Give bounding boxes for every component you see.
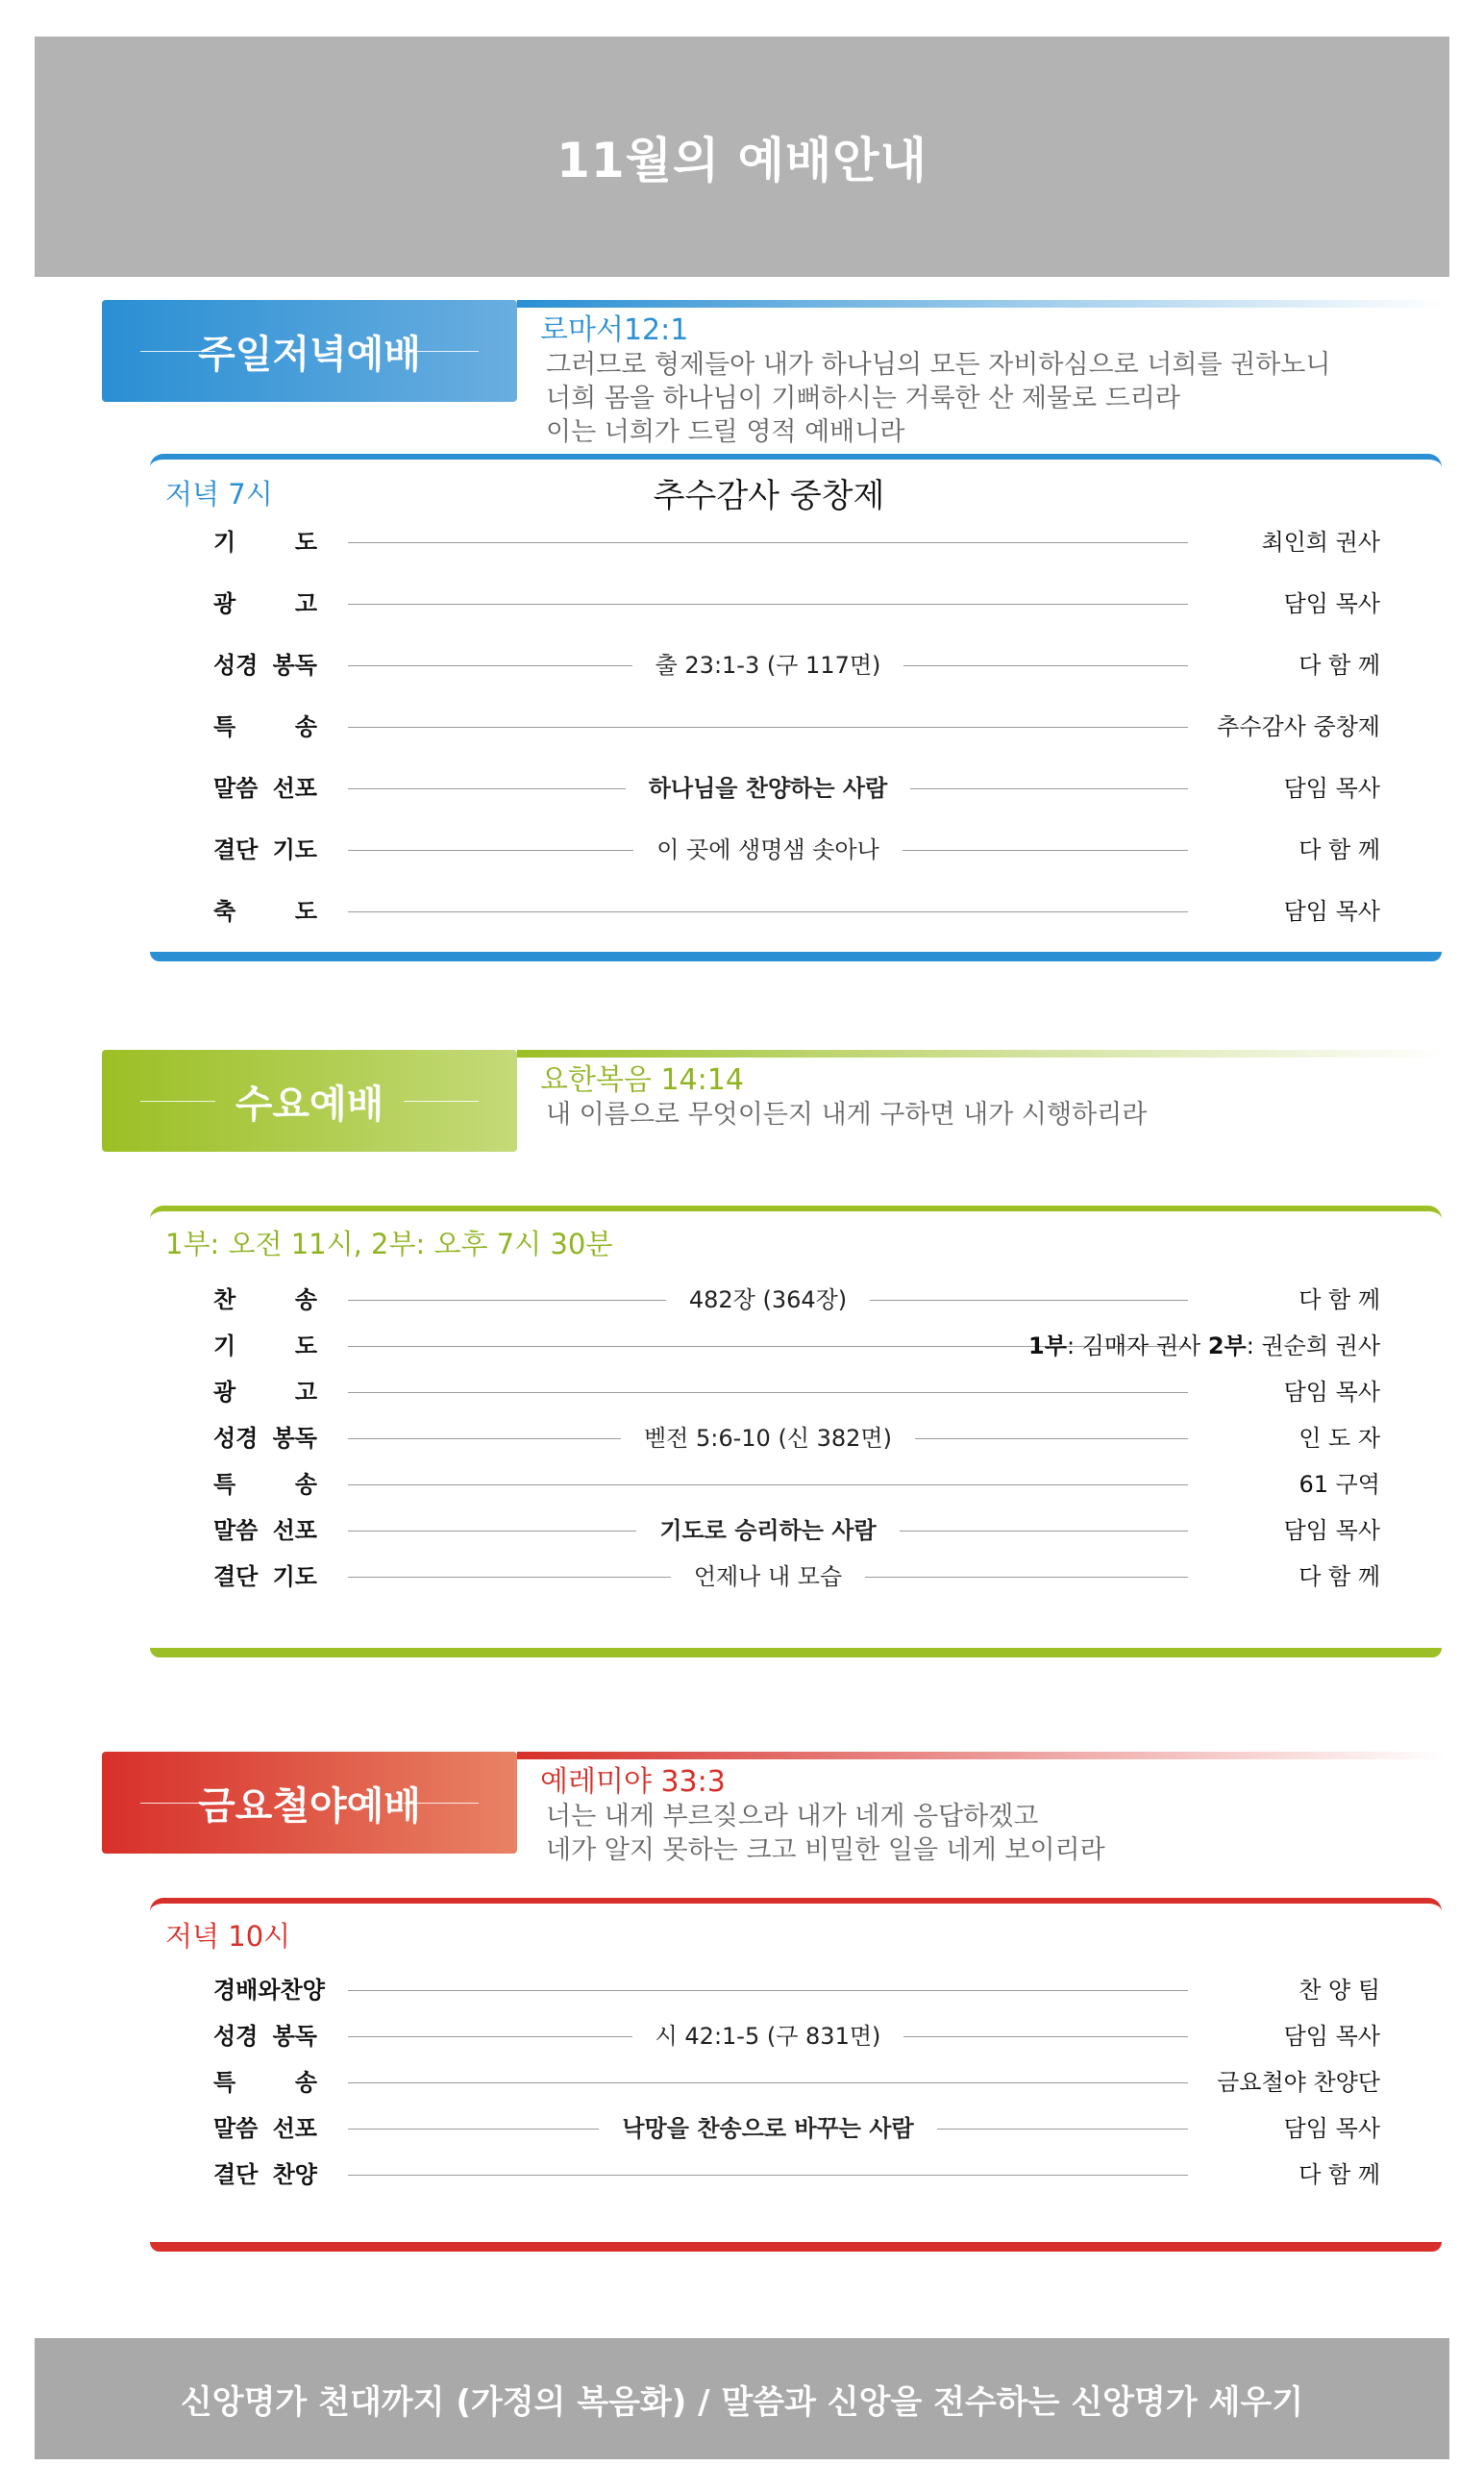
leader-line — [348, 727, 1188, 728]
verse-line: 내 이름으로 무엇이든지 내게 구하면 내가 시행하리라 — [546, 1100, 1148, 1130]
order-item-leader: 61 구역 — [1298, 1471, 1380, 1498]
verse-line: 너는 내게 부르짖으라 내가 네게 응답하겠고 — [546, 1802, 1039, 1831]
order-row — [213, 646, 1380, 685]
order-item-leader: 담임 목사 — [1283, 898, 1380, 925]
order-item-label: 특 송 — [213, 713, 317, 740]
leader-line — [348, 1484, 1188, 1485]
order-item-detail: 시 42:1-5 (구 831면) — [348, 2017, 1188, 2055]
verse-reference: 요한복음 14:14 — [540, 1063, 744, 1097]
verse-line: 네가 알지 못하는 크고 비밀한 일을 네게 보이리라 — [546, 1835, 1105, 1865]
order-item-leader: 담임 목사 — [1283, 590, 1380, 617]
order-item-detail: 낙망을 찬송으로 바꾸는 사람 — [348, 2109, 1188, 2148]
page-footer — [35, 2338, 1449, 2459]
service-time: 저녁 7시 — [165, 478, 273, 511]
order-item-label: 말씀 선포 — [213, 2115, 317, 2142]
order-item-detail: 언제나 내 모습 — [348, 1557, 1188, 1596]
header-fade-line — [517, 1752, 1446, 1759]
order-row — [213, 1373, 1380, 1411]
order-item-leader: 담임 목사 — [1283, 2023, 1380, 2050]
verse-reference: 예레미야 33:3 — [540, 1765, 726, 1799]
order-item-label: 결단 찬양 — [213, 2161, 317, 2188]
order-item-leader: 추수감사 중창제 — [1217, 713, 1380, 740]
order-row — [213, 1511, 1380, 1550]
leader-line — [348, 1392, 1188, 1393]
order-item-label: 특 송 — [213, 1471, 317, 1498]
order-row — [213, 2063, 1380, 2102]
order-item-label: 기 도 — [213, 529, 317, 556]
order-item-leader: 인 도 자 — [1298, 1425, 1380, 1452]
order-item-detail: 482장 (364장) — [348, 1281, 1188, 1319]
leader-line — [348, 1990, 1188, 1991]
service-time: 1부: 오전 11시, 2부: 오후 7시 30분 — [165, 1228, 613, 1260]
order-item-label: 말씀 선포 — [213, 775, 317, 802]
order-row — [213, 1327, 1380, 1365]
verse-line: 너희 몸을 하나님이 기뻐하시는 거룩한 산 제물로 드리라 — [546, 384, 1180, 413]
order-row — [213, 892, 1380, 931]
order-row — [213, 1557, 1380, 1596]
section-header-badge — [102, 1752, 517, 1854]
service-time: 저녁 10시 — [165, 1920, 291, 1953]
order-row — [213, 769, 1380, 808]
order-item-label: 찬 송 — [213, 1286, 317, 1313]
order-item-label: 광 고 — [213, 590, 317, 617]
order-row — [213, 585, 1380, 623]
header-fade-line — [517, 300, 1446, 308]
section-sunday-evening — [0, 300, 1484, 973]
order-item-leader: 금요철야 찬양단 — [1217, 2069, 1380, 2096]
section-title: 주일저녁예배 — [198, 332, 421, 377]
order-item-leader: 최인희 권사 — [1261, 529, 1380, 556]
order-row — [213, 831, 1380, 869]
order-item-detail: 이 곳에 생명샘 솟아나 — [348, 831, 1188, 869]
order-item-leader: 담임 목사 — [1283, 775, 1380, 802]
order-row — [213, 2017, 1380, 2055]
order-item-leader: 다 함 께 — [1298, 652, 1380, 679]
service-title: 추수감사 중창제 — [653, 477, 885, 515]
order-item-leader: 담임 목사 — [1283, 1379, 1380, 1406]
order-item-label: 결단 기도 — [213, 836, 317, 863]
order-row — [213, 1465, 1380, 1504]
order-item-leader: 다 함 께 — [1298, 1286, 1380, 1313]
order-item-leader: 담임 목사 — [1283, 2115, 1380, 2142]
order-item-label: 성경 봉독 — [213, 2023, 317, 2050]
order-box-bottom — [150, 952, 1442, 961]
order-item-leader: 찬 양 팀 — [1298, 1977, 1380, 2004]
footer-motto: 신앙명가 천대까지 (가정의 복음화) / 말씀과 신앙을 전수하는 신앙명가 세우기 — [180, 2382, 1304, 2422]
leader-line — [348, 2082, 1188, 2083]
order-row — [213, 1419, 1380, 1457]
leader-line — [348, 604, 1188, 605]
order-item-detail: 벧전 5:6-10 (신 382면) — [348, 1419, 1188, 1457]
order-item-label: 말씀 선포 — [213, 1517, 317, 1544]
verse-line: 그러므로 형제들아 내가 하나님의 모든 자비하심으로 너희를 권하노니 — [546, 350, 1331, 380]
header-fade-line — [517, 1050, 1446, 1058]
order-box-bottom — [150, 1648, 1442, 1657]
section-title: 금요철야예배 — [198, 1783, 421, 1829]
section-header-badge — [102, 1050, 517, 1152]
order-item-label: 특 송 — [213, 2069, 317, 2096]
order-item-label: 성경 봉독 — [213, 652, 317, 679]
verse-reference: 로마서12:1 — [540, 313, 689, 347]
order-item-label: 기 도 — [213, 1333, 317, 1359]
verse-block — [540, 313, 1330, 449]
order-item-label: 성경 봉독 — [213, 1425, 317, 1452]
order-item-leader: 다 함 께 — [1298, 2161, 1380, 2188]
verse-block — [540, 1063, 1147, 1132]
order-item-leader: 담임 목사 — [1283, 1517, 1380, 1544]
order-item-detail: 기도로 승리하는 사람 — [348, 1511, 1188, 1550]
order-item-label: 광 고 — [213, 1379, 317, 1406]
verse-line: 이는 너희가 드릴 영적 예배니라 — [546, 417, 905, 447]
order-row — [213, 1281, 1380, 1319]
section-header-badge — [102, 300, 517, 402]
order-row — [213, 708, 1380, 746]
order-item-detail: 출 23:1-3 (구 117면) — [348, 646, 1188, 685]
order-item-leader: 다 함 께 — [1298, 836, 1380, 863]
section-friday-vigil — [0, 1752, 1484, 2252]
order-row — [213, 2155, 1380, 2194]
order-row — [213, 1971, 1380, 2009]
leader-line — [348, 911, 1188, 912]
order-item-detail: 하나님을 찬양하는 사람 — [348, 769, 1188, 808]
order-item-label: 결단 기도 — [213, 1563, 317, 1590]
section-title: 수요예배 — [235, 1082, 384, 1127]
order-box-bottom — [150, 2242, 1442, 2252]
order-row — [213, 2109, 1380, 2148]
order-item-leader: 1부: 김매자 권사 2부: 권순희 권사 — [1028, 1333, 1380, 1359]
order-item-label: 축 도 — [213, 898, 317, 925]
page-header — [35, 37, 1449, 277]
order-row — [213, 523, 1380, 561]
verse-block — [540, 1765, 1105, 1867]
order-item-label: 경배와찬양 — [213, 1977, 325, 2004]
section-wednesday — [0, 1050, 1484, 1665]
page-title: 11월의 예배안내 — [556, 133, 928, 188]
leader-line — [348, 542, 1188, 543]
order-item-leader: 다 함 께 — [1298, 1563, 1380, 1590]
leader-line — [348, 2175, 1188, 2176]
